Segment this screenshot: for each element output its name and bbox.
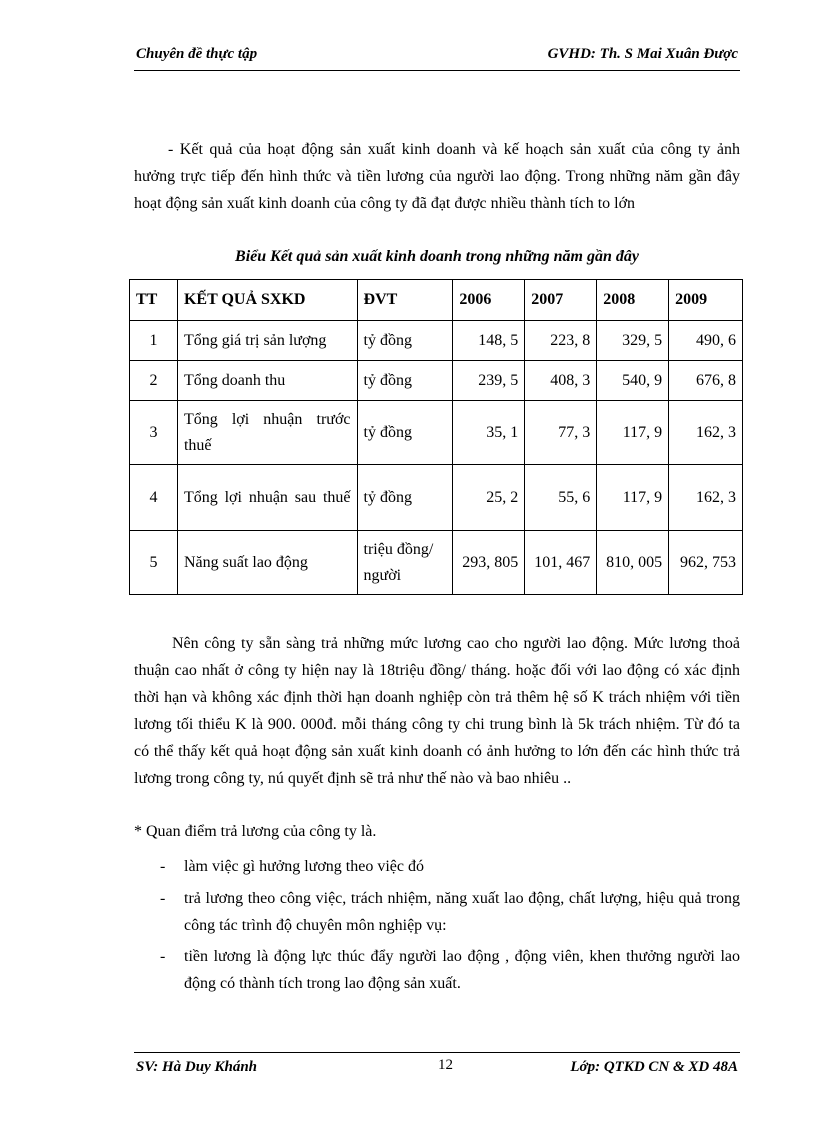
- results-table: [129, 279, 743, 595]
- cell-2009: 162, 3: [669, 465, 743, 531]
- list-item-text: tiền lương là động lực thúc đẩy người lao động , động viên, khen thưởng người lao động có thành tích trong lao động sản xuất.: [184, 948, 740, 992]
- cell-2008: 117, 9: [597, 465, 669, 531]
- col-tt: TT: [130, 280, 178, 321]
- cell-2007: 408, 3: [525, 361, 597, 401]
- cell-tt: 2: [130, 361, 178, 401]
- cell-2006: 25, 2: [453, 465, 525, 531]
- table-caption: Biểu Kết quả sản xuất kinh doanh trong những năm gần đây: [235, 248, 639, 265]
- col-result: KẾT QUẢ SXKD: [177, 280, 357, 321]
- cell-tt: 4: [130, 465, 178, 531]
- cell-result: Tổng doanh thu: [177, 361, 357, 401]
- bullet-dash: -: [160, 890, 166, 907]
- cell-2006: 35, 1: [453, 401, 525, 465]
- header-right: GVHD: Th. S Mai Xuân Được: [547, 46, 738, 62]
- cell-result: Tổng lợi nhuận trước thuế: [177, 401, 357, 465]
- cell-2007: 223, 8: [525, 321, 597, 361]
- bullet-dash: -: [160, 858, 166, 875]
- cell-tt: 3: [130, 401, 178, 465]
- header-left: Chuyên đề thực tập: [136, 46, 258, 62]
- cell-2008: 540, 9: [597, 361, 669, 401]
- cell-unit: triệu đồng/ người: [357, 531, 453, 595]
- viewpoint-title: * Quan điểm trả lương của công ty là.: [134, 823, 377, 840]
- footer-student: SV: Hà Duy Khánh: [136, 1059, 258, 1075]
- cell-2008: 117, 9: [597, 401, 669, 465]
- table-header-row: [130, 280, 743, 321]
- cell-2007: 101, 467: [525, 531, 597, 595]
- bullet-dash: -: [160, 948, 166, 965]
- cell-2006: 148, 5: [453, 321, 525, 361]
- footer-class: Lớp: QTKD CN & XD 48A: [570, 1059, 738, 1075]
- cell-result: Tổng lợi nhuận sau thuế: [177, 465, 357, 531]
- page-number: 12: [438, 1057, 453, 1073]
- cell-unit: tỷ đồng: [357, 465, 453, 531]
- table-row: [130, 361, 743, 401]
- cell-2009: 962, 753: [669, 531, 743, 595]
- col-2006: 2006: [453, 280, 525, 321]
- cell-2009: 490, 6: [669, 321, 743, 361]
- list-item-text: làm việc gì hưởng lương theo việc đó: [184, 858, 424, 875]
- cell-2008: 329, 5: [597, 321, 669, 361]
- table-row: [130, 321, 743, 361]
- page-footer: [134, 1052, 740, 1079]
- cell-tt: 5: [130, 531, 178, 595]
- page-header: [134, 46, 740, 71]
- col-2007: 2007: [525, 280, 597, 321]
- cell-2007: 77, 3: [525, 401, 597, 465]
- intro-paragraph: - Kết quả của hoạt động sản xuất kinh doanh và kế hoạch sản xuất của công ty ảnh hưởng trực tiếp đến hình thức và tiền lương của người lao động. Trong những năm gần đây hoạt động sản xuất kinh doanh của công ty đã đạt được nhiều thành tích to lớn: [134, 141, 740, 212]
- cell-2008: 810, 005: [597, 531, 669, 595]
- table-row: [130, 401, 743, 465]
- cell-result: Tổng giá trị sản lượng: [177, 321, 357, 361]
- cell-tt: 1: [130, 321, 178, 361]
- col-2008: 2008: [597, 280, 669, 321]
- cell-2007: 55, 6: [525, 465, 597, 531]
- col-unit: ĐVT: [357, 280, 453, 321]
- cell-unit: tỷ đồng: [357, 361, 453, 401]
- cell-2009: 162, 3: [669, 401, 743, 465]
- salary-paragraph: Nên công ty sẵn sàng trả những mức lương cao cho người lao động. Mức lương thoả thuận cao nhất ở công ty hiện nay là 18triệu đồng/ tháng. hoặc đối với lao động có xác định thời hạn và không xác định thời hạn doanh nghiệp còn trả thêm hệ số K trách nhiệm với tiền lương tối thiểu K là 900. 000đ. mỗi tháng công ty chi trung bình là 5k trách nhiệm. Từ đó ta có thể thấy kết quả hoạt động sản xuất kinh doanh có ảnh hưởng to lớn đến các hình thức trả lương trong công ty, nú quyết định sẽ trả như thế nào và bao nhiêu ..: [134, 635, 740, 787]
- cell-2009: 676, 8: [669, 361, 743, 401]
- cell-result: Năng suất lao động: [177, 531, 357, 595]
- cell-2006: 293, 805: [453, 531, 525, 595]
- list-item-text: trả lương theo công việc, trách nhiệm, năng xuất lao động, chất lượng, hiệu quả trong công tác trình độ chuyên môn nghiệp vụ:: [184, 890, 740, 934]
- cell-unit: tỷ đồng: [357, 321, 453, 361]
- table-row: [130, 531, 743, 595]
- table-row: [130, 465, 743, 531]
- cell-2006: 239, 5: [453, 361, 525, 401]
- col-2009: 2009: [669, 280, 743, 321]
- cell-unit: tỷ đồng: [357, 401, 453, 465]
